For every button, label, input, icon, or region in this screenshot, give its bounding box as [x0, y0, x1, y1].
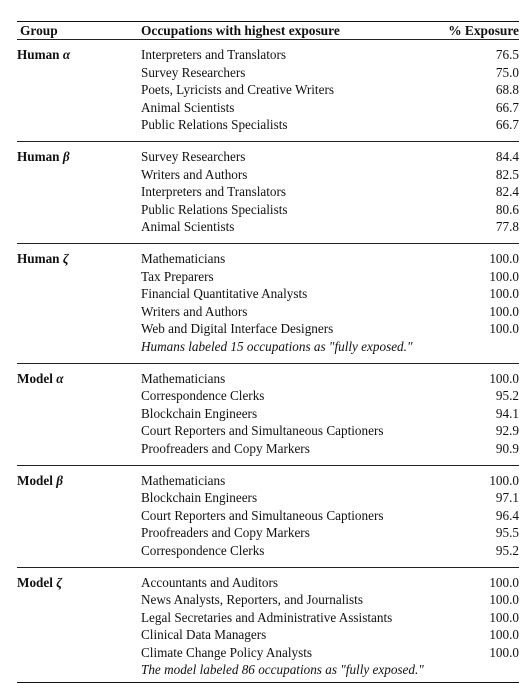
group-label-cell [17, 81, 141, 98]
exposure-cell: 95.2 [495, 542, 519, 558]
table-row [17, 40, 519, 64]
exposure-cell: 82.5 [495, 166, 519, 182]
occupation-cell: Legal Secretaries and Administrative Assistants [141, 609, 393, 625]
group-symbol: ζ [56, 574, 63, 590]
header-occupations: Occupations with highest exposure [141, 23, 340, 38]
exposure-cell: 66.7 [495, 99, 519, 115]
occupation-cell: Writers and Authors [141, 166, 248, 182]
table-row [17, 64, 519, 81]
table-header [17, 22, 519, 40]
exposure-cell: 75.0 [495, 64, 519, 80]
table-row [17, 591, 519, 608]
group-label-cell [17, 567, 141, 591]
group-label: Human [17, 251, 60, 267]
table-row [17, 81, 519, 98]
group-symbol: ζ [62, 251, 69, 267]
occupation-cell: Animal Scientists [141, 219, 235, 235]
group-label-cell [17, 422, 141, 439]
exposure-cell: 77.8 [495, 219, 519, 235]
exposure-cell: 100.0 [489, 627, 519, 643]
group-note: Humans labeled 15 occupations as "fully exposed." [141, 338, 413, 354]
exposure-cell: 100.0 [489, 592, 519, 608]
occupation-cell: Court Reporters and Simultaneous Captioners [141, 507, 384, 523]
table-row [17, 507, 519, 524]
table-row [17, 116, 519, 142]
exposure-cell: 100.0 [489, 286, 519, 302]
table-row [17, 440, 519, 466]
group-label-cell [17, 609, 141, 626]
exposure-cell: 100.0 [441, 244, 519, 268]
occupation-cell: Clinical Data Managers [141, 627, 267, 643]
table-row [17, 405, 519, 422]
group-symbol: β [62, 149, 70, 165]
exposure-cell: 100.0 [489, 303, 519, 319]
table-row [17, 320, 519, 337]
group-label-cell [17, 489, 141, 506]
occupation-cell: Public Relations Specialists [141, 201, 288, 217]
exposure-cell: 100.0 [489, 644, 519, 660]
exposure-cell: 100.0 [489, 268, 519, 284]
group-block [17, 363, 519, 465]
exposure-cell: 100.0 [489, 609, 519, 625]
exposure-cell: 80.6 [495, 201, 519, 217]
occupation-cell: Blockchain Engineers [141, 405, 258, 421]
header-exposure: % Exposure [448, 23, 519, 38]
exposure-cell: 76.5 [441, 40, 519, 64]
table-row [17, 489, 519, 506]
group-label: Model [17, 370, 53, 386]
group-note: The model labeled 86 occupations as "fully exposed." [141, 661, 519, 683]
note-row [17, 661, 519, 683]
group-label-cell [17, 116, 141, 142]
group-symbol: α [62, 47, 71, 63]
occupation-cell: Survey Researchers [141, 64, 246, 80]
group-label-cell [17, 644, 141, 661]
group-label-cell [17, 363, 141, 387]
occupation-cell: Accountants and Auditors [141, 567, 441, 591]
group-label-cell [17, 183, 141, 200]
group-label: Model [17, 574, 53, 590]
occupation-cell: Proofreaders and Copy Markers [141, 440, 310, 456]
table-row [17, 142, 519, 166]
exposure-cell: 84.4 [441, 142, 519, 166]
table-row [17, 201, 519, 218]
occupation-cell: Correspondence Clerks [141, 542, 265, 558]
group-label-cell [17, 285, 141, 302]
exposure-cell: 66.7 [495, 117, 519, 133]
table-row [17, 626, 519, 643]
table-row [17, 303, 519, 320]
occupation-cell: Proofreaders and Copy Markers [141, 525, 310, 541]
table-row [17, 244, 519, 268]
group-label-cell [17, 465, 141, 489]
table-row [17, 99, 519, 116]
group-label-cell [17, 218, 141, 244]
table-row [17, 524, 519, 541]
occupation-cell: Survey Researchers [141, 142, 441, 166]
group-label-cell [17, 320, 141, 337]
occupation-cell: Mathematicians [141, 244, 441, 268]
group-block [17, 244, 519, 363]
exposure-cell: 92.9 [495, 423, 519, 439]
table-row [17, 567, 519, 591]
note-spacer [17, 338, 141, 364]
occupation-cell: Web and Digital Interface Designers [141, 321, 334, 337]
occupation-cell: News Analysts, Reporters, and Journalists [141, 592, 363, 608]
table-row [17, 387, 519, 404]
group-label-cell [17, 201, 141, 218]
table-row [17, 422, 519, 439]
group-label-cell [17, 99, 141, 116]
group-label-cell [17, 405, 141, 422]
table-row [17, 268, 519, 285]
group-symbol: α [56, 370, 64, 386]
group-label-cell [17, 40, 141, 64]
group-label-cell [17, 268, 141, 285]
occupation-cell: Climate Change Policy Analysts [141, 644, 313, 660]
occupation-cell: Public Relations Specialists [141, 117, 288, 133]
group-label-cell [17, 542, 141, 568]
occupation-cell: Court Reporters and Simultaneous Captioners [141, 423, 384, 439]
header-group: Group [20, 23, 58, 38]
table-row [17, 183, 519, 200]
occupation-cell: Interpreters and Translators [141, 184, 287, 200]
exposure-cell: 68.8 [495, 82, 519, 98]
table-row [17, 166, 519, 183]
group-label: Human [17, 149, 60, 165]
exposure-cell: 96.4 [495, 507, 519, 523]
group-label-cell [17, 142, 141, 166]
note-row [17, 338, 519, 364]
group-label: Model [17, 472, 53, 488]
occupation-cell: Animal Scientists [141, 99, 235, 115]
exposure-cell: 90.9 [495, 440, 519, 456]
table-row [17, 609, 519, 626]
exposure-cell: 100.0 [489, 321, 519, 337]
exposure-cell: 97.1 [495, 490, 519, 506]
table-row [17, 363, 519, 387]
exposure-cell: 100.0 [441, 363, 519, 387]
note-spacer [17, 661, 141, 683]
group-block [17, 40, 519, 142]
group-label: Human [17, 47, 60, 63]
group-label-cell [17, 524, 141, 541]
group-label-cell [17, 166, 141, 183]
exposure-cell: 95.2 [495, 388, 519, 404]
group-symbol: β [56, 472, 63, 488]
exposure-cell: 94.1 [495, 405, 519, 421]
table-row [17, 644, 519, 661]
table-row [17, 285, 519, 302]
group-label-cell [17, 626, 141, 643]
occupation-cell: Correspondence Clerks [141, 388, 265, 404]
group-label-cell [17, 64, 141, 81]
exposure-cell: 100.0 [441, 567, 519, 591]
table-row [17, 218, 519, 244]
occupation-cell: Blockchain Engineers [141, 490, 258, 506]
group-block [17, 142, 519, 244]
occupation-cell: Mathematicians [141, 465, 441, 489]
exposure-cell: 100.0 [441, 465, 519, 489]
occupation-cell: Writers and Authors [141, 303, 248, 319]
group-label-cell [17, 507, 141, 524]
group-label-cell [17, 440, 141, 466]
table-row [17, 542, 519, 568]
group-label-cell [17, 387, 141, 404]
group-block [17, 465, 519, 567]
occupation-cell: Interpreters and Translators [141, 40, 441, 64]
exposure-table [17, 21, 519, 683]
exposure-cell: 82.4 [495, 184, 519, 200]
occupation-cell: Poets, Lyricists and Creative Writers [141, 82, 334, 98]
occupation-cell: Tax Preparers [141, 268, 214, 284]
exposure-cell: 95.5 [495, 525, 519, 541]
table-row [17, 465, 519, 489]
occupation-cell: Financial Quantitative Analysts [141, 286, 308, 302]
group-label-cell [17, 591, 141, 608]
occupation-cell: Mathematicians [141, 363, 441, 387]
group-block [17, 567, 519, 682]
group-label-cell [17, 303, 141, 320]
group-label-cell [17, 244, 141, 268]
